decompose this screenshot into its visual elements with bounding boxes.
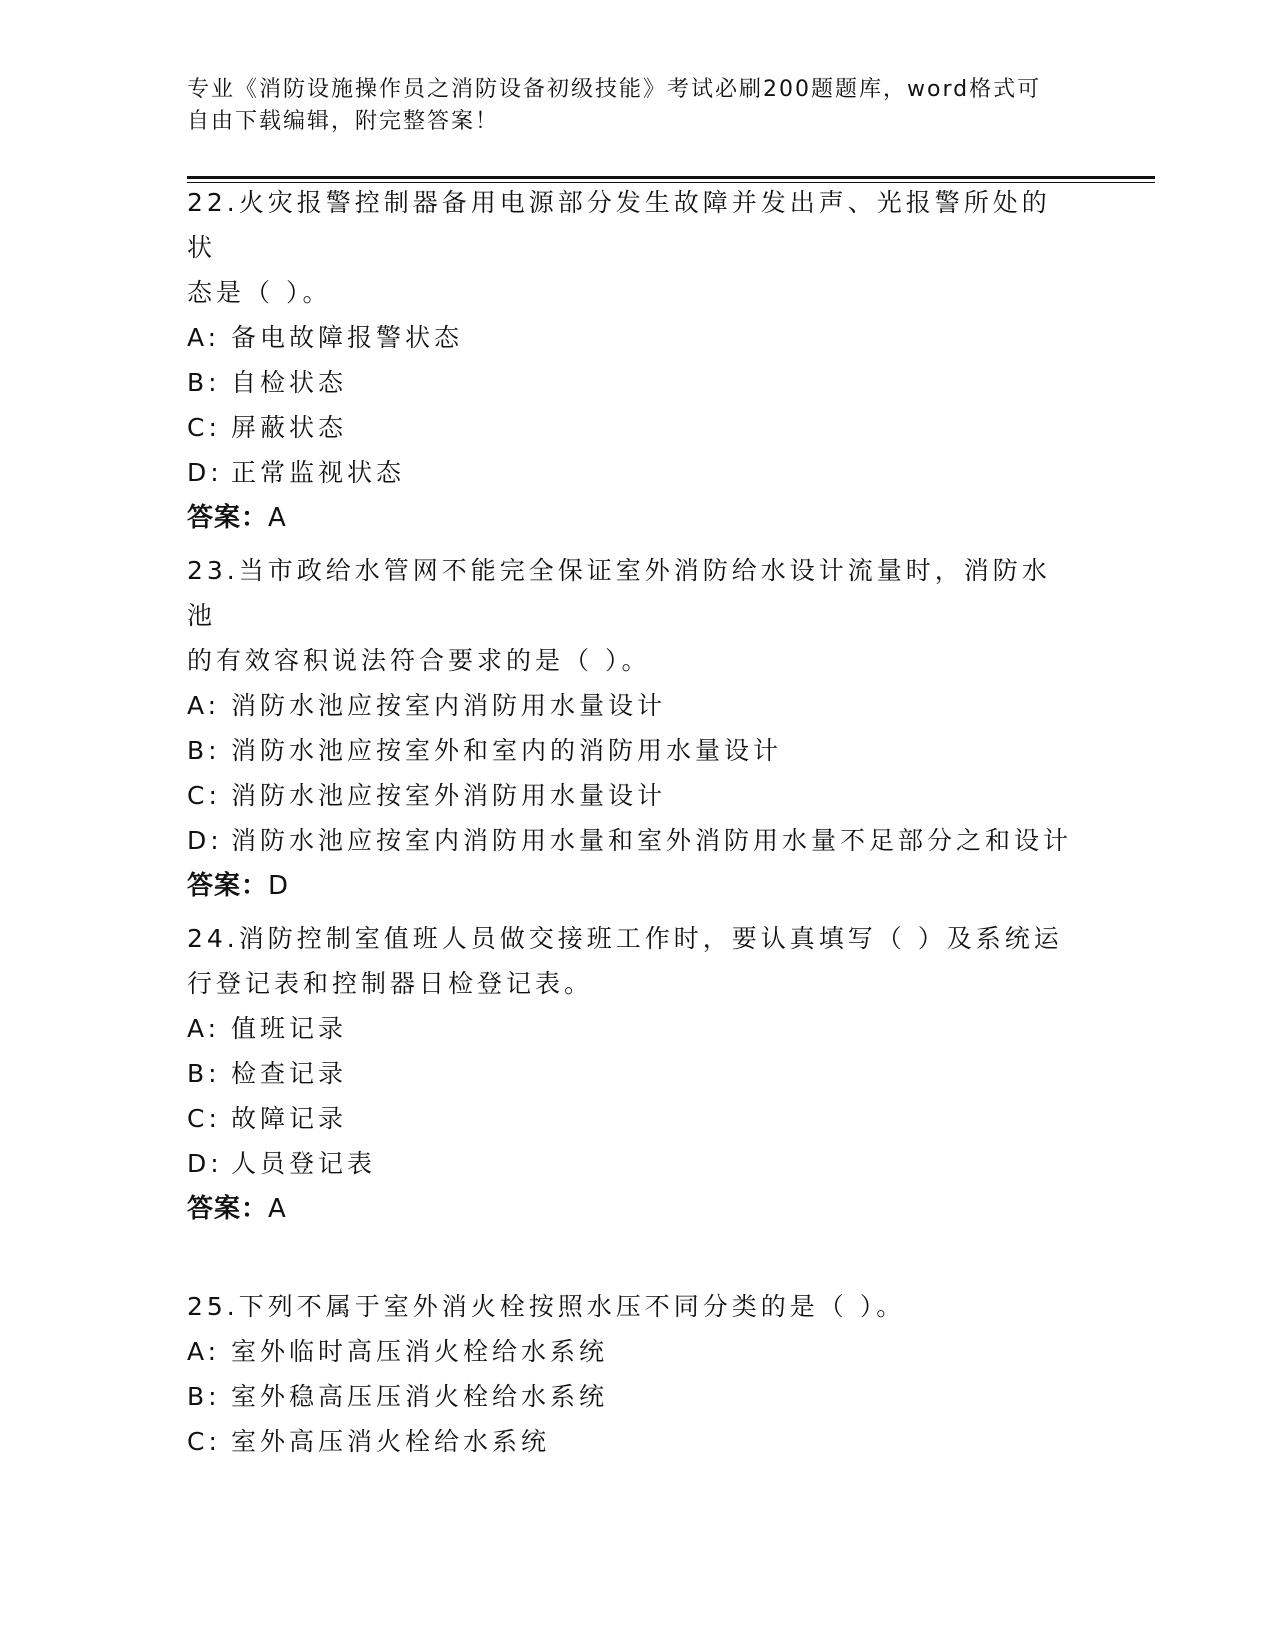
option-d — [187, 818, 1073, 863]
option-letter: A: — [187, 323, 221, 352]
option-letter: B: — [187, 1059, 221, 1088]
option-b — [187, 1051, 1067, 1096]
option-text: 消防水池应按室内消防用水量设计 — [231, 691, 667, 720]
option-c — [187, 405, 1067, 450]
answer — [187, 863, 1067, 909]
question-23 — [187, 548, 1073, 909]
option-text: 消防水池应按室内消防用水量和室外消防用水量不足部分之和设计 — [231, 826, 1073, 855]
option-b — [187, 360, 1067, 405]
answer-value: D — [268, 871, 290, 901]
option-c — [187, 773, 1067, 818]
option-c — [187, 1419, 1067, 1464]
option-text: 消防水池应按室外和室内的消防用水量设计 — [231, 736, 783, 765]
option-letter: C: — [187, 781, 221, 810]
option-letter: C: — [187, 1104, 221, 1133]
option-b — [187, 1374, 1067, 1419]
question-text-line-2: 行登记表和控制器日检登记表。 — [187, 969, 594, 998]
option-letter: A: — [187, 1337, 221, 1366]
answer — [187, 1186, 1067, 1232]
option-c — [187, 1096, 1067, 1141]
option-text: 室外稳高压压消火栓给水系统 — [231, 1382, 609, 1411]
question-25 — [187, 1284, 1067, 1464]
option-text: 室外临时高压消火栓给水系统 — [231, 1337, 609, 1366]
option-text: 自检状态 — [231, 368, 348, 397]
question-text-line-1: 23.当市政给水管网不能完全保证室外消防给水设计流量时，消防水池 — [187, 556, 1051, 630]
option-b — [187, 728, 1067, 773]
option-a — [187, 315, 1067, 360]
answer — [187, 495, 1067, 541]
option-letter: C: — [187, 413, 221, 442]
option-text: 屏蔽状态 — [231, 413, 348, 442]
answer-label: 答案： — [187, 1194, 269, 1224]
option-letter: C: — [187, 1427, 221, 1456]
option-letter: A: — [187, 1014, 221, 1043]
option-a — [187, 1329, 1067, 1374]
option-text: 故障记录 — [231, 1104, 348, 1133]
option-text: 人员登记表 — [231, 1149, 377, 1178]
option-d — [187, 450, 1067, 495]
option-text: 消防水池应按室外消防用水量设计 — [231, 781, 667, 810]
option-letter: A: — [187, 691, 221, 720]
question-text-line-1: 24.消防控制室值班人员做交接班工作时，要认真填写（ ）及系统运 — [187, 924, 1063, 953]
option-a — [187, 1006, 1067, 1051]
question-text-line-2: 的有效容积说法符合要求的是（ ）。 — [187, 646, 651, 675]
question-text-line-2: 态是（ ）。 — [187, 278, 332, 307]
question-text-line-1: 25.下列不属于室外消火栓按照水压不同分类的是（ ）。 — [187, 1292, 906, 1321]
option-letter: D: — [187, 826, 223, 855]
option-letter: B: — [187, 368, 221, 397]
answer-label: 答案： — [187, 503, 269, 533]
option-letter: B: — [187, 1382, 221, 1411]
header-divider-thick — [187, 176, 1155, 179]
option-text: 检查记录 — [231, 1059, 348, 1088]
option-letter: D: — [187, 1149, 223, 1178]
answer-value: A — [268, 1194, 287, 1224]
option-text: 正常监视状态 — [231, 458, 406, 487]
option-letter: B: — [187, 736, 221, 765]
question-text-line-1: 22.火灾报警控制器备用电源部分发生故障并发出声、光报警所处的状 — [187, 188, 1051, 262]
header-line-1: 专业《消防设施操作员之消防设备初级技能》考试必刷200题题库，word格式可 — [187, 77, 1042, 102]
header-line-2: 自由下载编辑，附完整答案！ — [187, 109, 500, 134]
answer-label: 答案： — [187, 871, 269, 901]
option-letter: D: — [187, 458, 223, 487]
option-a — [187, 683, 1067, 728]
question-24 — [187, 916, 1067, 1232]
option-text: 室外高压消火栓给水系统 — [231, 1427, 551, 1456]
option-d — [187, 1141, 1067, 1186]
question-22 — [187, 180, 1067, 541]
option-text: 备电故障报警状态 — [231, 323, 464, 352]
option-text: 值班记录 — [231, 1014, 348, 1043]
document-header — [187, 74, 1067, 138]
answer-value: A — [268, 503, 287, 533]
